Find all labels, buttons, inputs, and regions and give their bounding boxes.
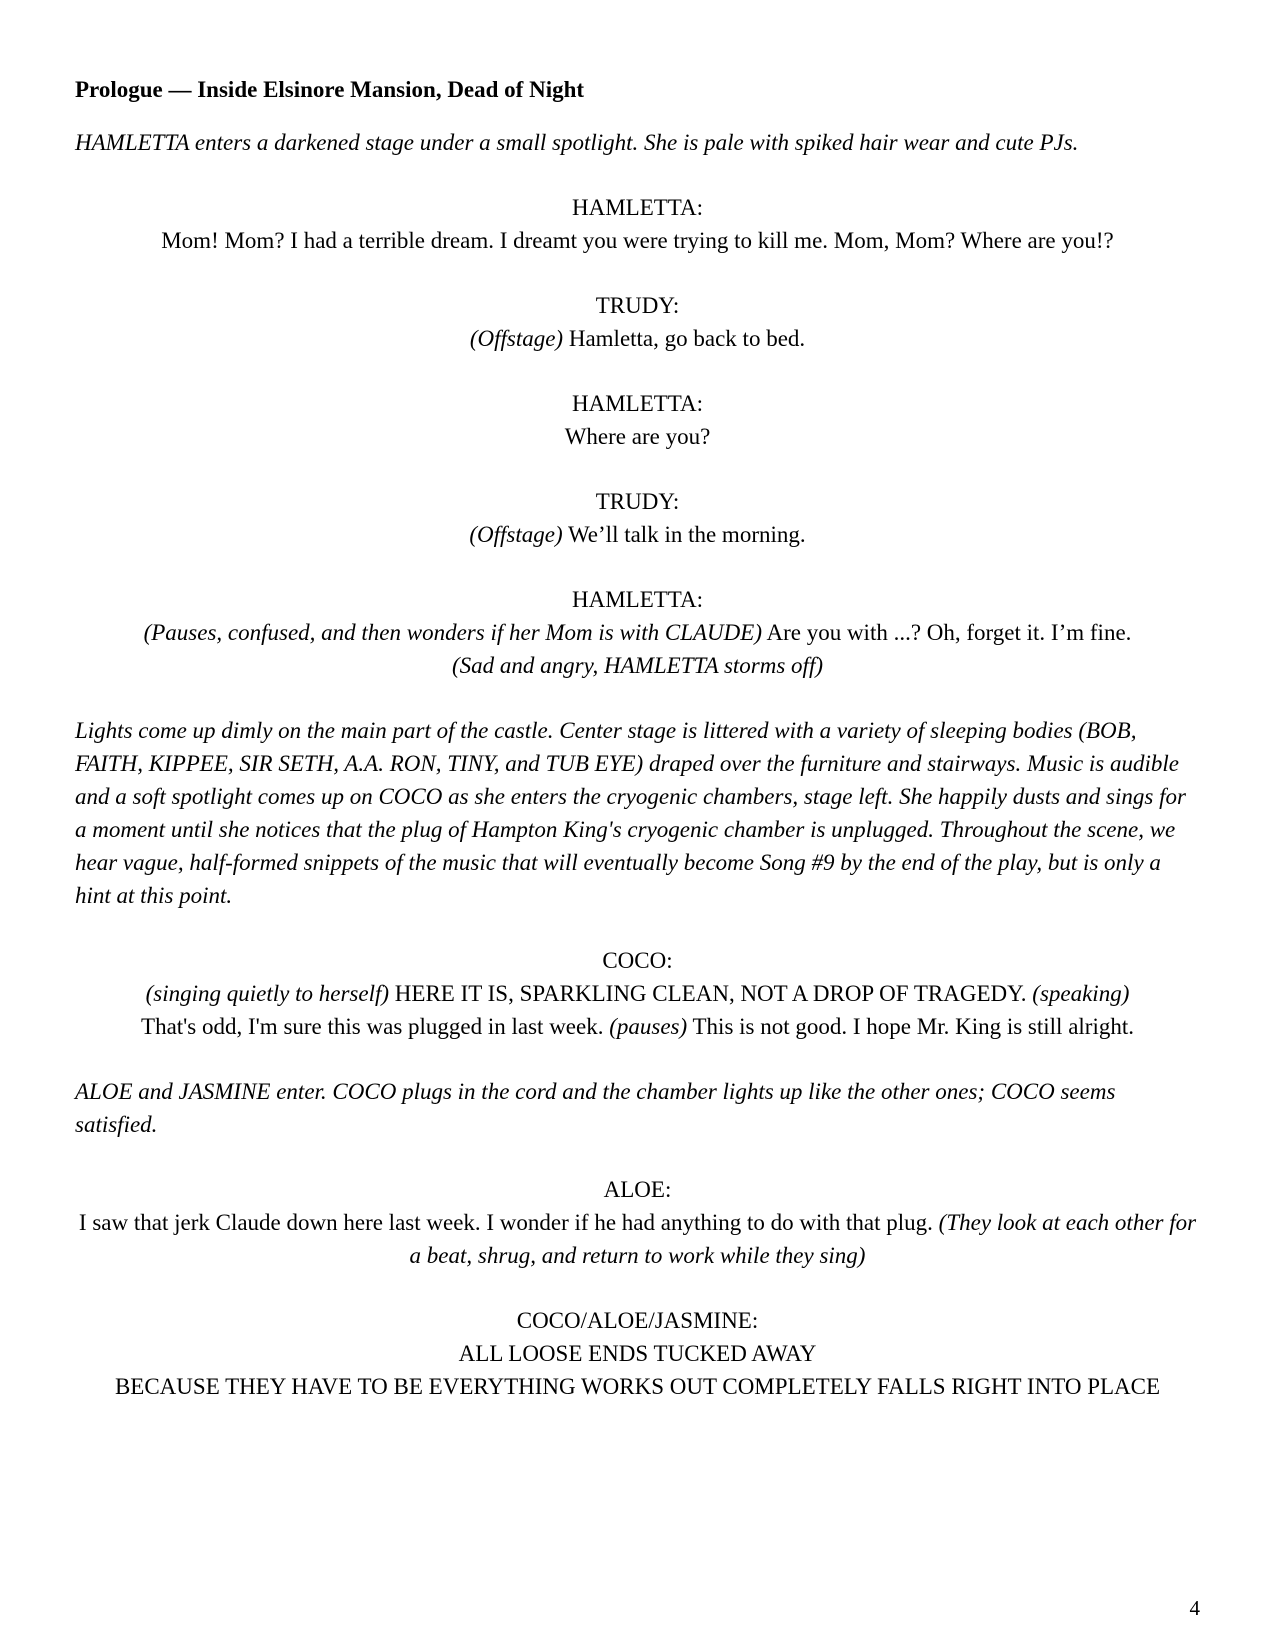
character-name: HAMLETTA: — [571, 391, 704, 416]
character-name: HAMLETTA: — [571, 587, 704, 612]
script-page — [75, 73, 1200, 1435]
dialogue-line — [75, 518, 1200, 551]
dialogue-block — [75, 387, 1200, 453]
page-number: 4 — [1189, 1596, 1200, 1620]
dialogue-text: I saw that jerk Claude down here last week. I wonder if he had anything to do with that plug. — [78, 1210, 939, 1235]
stage-direction: ALOE and JASMINE enter. COCO plugs in the cord and the chamber lights up like the other ones; COCO seems satisfied. — [75, 1079, 1116, 1137]
character-name: TRUDY: — [595, 489, 680, 514]
dialogue-block — [75, 191, 1200, 257]
dialogue-text: That's odd, I'm sure this was plugged in last week. — [141, 1014, 610, 1039]
dialogue-line — [75, 1206, 1200, 1272]
parenthetical: (Pauses, confused, and then wonders if her Mom is with CLAUDE) — [143, 620, 762, 645]
dialogue-line — [75, 322, 1200, 355]
parenthetical: (Offstage) — [469, 326, 564, 351]
dialogue-line: Mom! Mom? I had a terrible dream. I dreamt you were trying to kill me. Mom, Mom? Where are you!? — [161, 228, 1114, 253]
parenthetical: (pauses) — [609, 1014, 688, 1039]
dialogue-block — [75, 289, 1200, 355]
parenthetical: (singing quietly to herself) — [145, 981, 390, 1006]
dialogue-block — [75, 1173, 1200, 1272]
parenthetical: (speaking) — [1032, 981, 1130, 1006]
dialogue-text: Hamletta, go back to bed. — [563, 326, 806, 351]
stage-direction: HAMLETTA enters a darkened stage under a small spotlight. She is pale with spiked hair wear and cute PJs. — [75, 130, 1079, 155]
stage-direction: Lights come up dimly on the main part of the castle. Center stage is littered with a variety of sleeping bodies (BOB, FAITH, KIPPEE, SIR SETH, A.A. RON, TINY, and TUB EYE) draped over the furniture and stairways. Music is audible and a soft spotlight comes up on COCO as she enters the cryogenic chambers, stage left. She happily dusts and sings for a moment until she notices that the plug of Hampton King's cryogenic chamber is unplugged. Throughout the scene, we hear vague, half-formed snippets of the music that will eventually become Song #9 by the end of the play, but is only a hint at this point. — [75, 718, 1186, 908]
parenthetical: (They look at each other for a beat, shrug, and return to work while they sing) — [409, 1210, 1197, 1268]
exit-direction: (Sad and angry, HAMLETTA storms off) — [451, 653, 823, 678]
character-name: HAMLETTA: — [571, 195, 704, 220]
lyric-line: ALL LOOSE ENDS TUCKED AWAY — [458, 1341, 817, 1366]
dialogue-block — [75, 485, 1200, 551]
dialogue-line: Where are you? — [564, 424, 711, 449]
character-name: COCO: — [602, 948, 673, 973]
lyric-line: BECAUSE THEY HAVE TO BE EVERYTHING WORKS OUT COMPLETELY FALLS RIGHT INTO PLACE — [114, 1374, 1161, 1399]
dialogue-text: We’ll talk in the morning. — [562, 522, 806, 547]
parenthetical: (Offstage) — [469, 522, 563, 547]
dialogue-text: This is not good. I hope Mr. King is still alright. — [687, 1014, 1134, 1039]
character-name: COCO/ALOE/JASMINE: — [516, 1308, 759, 1333]
character-name: TRUDY: — [595, 293, 680, 318]
dialogue-block — [75, 944, 1200, 1043]
song-block — [75, 1304, 1200, 1403]
scene-heading: Prologue — Inside Elsinore Mansion, Dead of Night — [75, 77, 585, 102]
character-name: ALOE: — [603, 1177, 672, 1202]
dialogue-line — [75, 616, 1200, 649]
dialogue-line — [75, 977, 1200, 1043]
dialogue-text: HERE IT IS, SPARKLING CLEAN, NOT A DROP OF TRAGEDY. — [389, 981, 1033, 1006]
dialogue-block — [75, 583, 1200, 682]
dialogue-text: Are you with ...? Oh, forget it. I’m fine. — [761, 620, 1132, 645]
